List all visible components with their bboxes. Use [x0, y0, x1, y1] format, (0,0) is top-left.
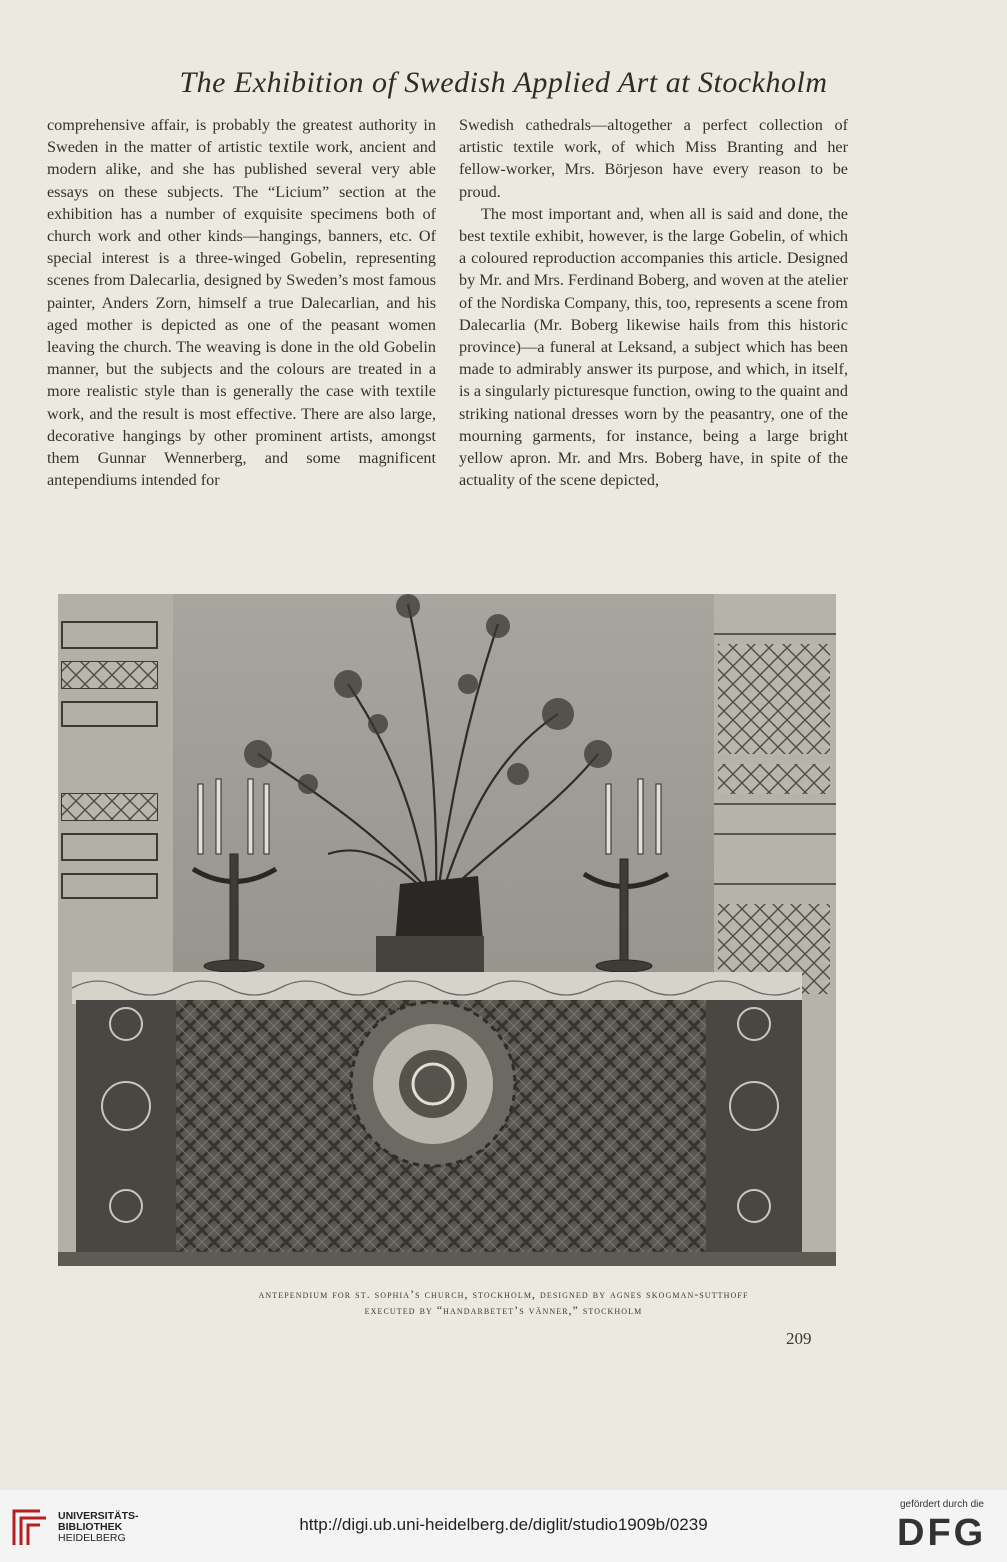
- library-line-1: UNIVERSITÄTS-: [58, 1510, 139, 1522]
- permalink-url[interactable]: http://digi.ub.uni-heidelberg.de/diglit/studio1909b/0239: [299, 1515, 708, 1534]
- page-number: 209: [786, 1329, 812, 1348]
- running-head: The Exhibition of Swedish Applied Art at Stockholm: [179, 66, 828, 99]
- library-line-3: HEIDELBERG: [58, 1532, 126, 1544]
- paragraph: The most important and, when all is said and done, the best textile exhibit, however, is the large Gobelin, of which a coloured reproduction accompanies this article. Designed by Mr. and Mrs. Ferdinand Boberg, and woven at the atelier of the Nordiska Company, this, too, represents a scene from Dalecarlia (Mr. Boberg likewise hails from this historic province)—a funeral at Leksand, a subject which has been made to admirably answer its purpose, and which, in itself, is a singularly picturesque function, owing to the quaint and striking national dresses worn by the peasantry, one of the mourning garments, for instance, being a large bright yellow apron. Mr. and Mrs. Boberg have, in spite of the actuality of the scene depicted,: [459, 204, 848, 490]
- paragraph: comprehensive affair, is probably the greatest authority in Sweden in the matter of artistic textile work, ancient and modern alike, and she has published several very able essays on these subjects. The “Licium” section at the exhibition has a number of exquisite specimens both of church work and other kinds—hangings, banners, etc. Of special interest is a three-winged Gobelin, representing scenes from Dalecarlia, designed by Sweden’s most famous painter, Anders Zorn, himself a true Dalecarlian, and his aged mother is depicted as one of the peasant women leaving the church. The weaving is done in the old Gobelin manner, but the subjects and the colours are treated in a more realistic style than is generally the case with textile work, and the result is most effective. There are also large, decorative hangings by other prominent artists, amongst them Gunnar Wennerberg, and some magnificent antependiums intended for: [47, 116, 436, 490]
- paragraph: Swedish cathedrals—altogether a perfect collection of artistic textile work, of which Miss Branting and her fellow-worker, Mrs. Börjeson have every reason to be proud.: [459, 116, 848, 201]
- figure-caption-line-2: executed by “handarbetet’s vänner,” stockholm: [364, 1305, 643, 1317]
- left-text-column: [47, 114, 436, 491]
- library-line-2: BIBLIOTHEK: [58, 1521, 123, 1533]
- funding-note: gefördert durch die: [900, 1499, 984, 1510]
- dfg-logo: DFG: [897, 1512, 987, 1554]
- right-text-column: [459, 114, 848, 491]
- digitization-footer: [0, 1490, 1007, 1562]
- antependium-photograph: [58, 594, 836, 1266]
- figure-caption-line-1: antependium for st. sophia’s church, stockholm, designed by agnes skogman-sutthoff: [258, 1289, 749, 1301]
